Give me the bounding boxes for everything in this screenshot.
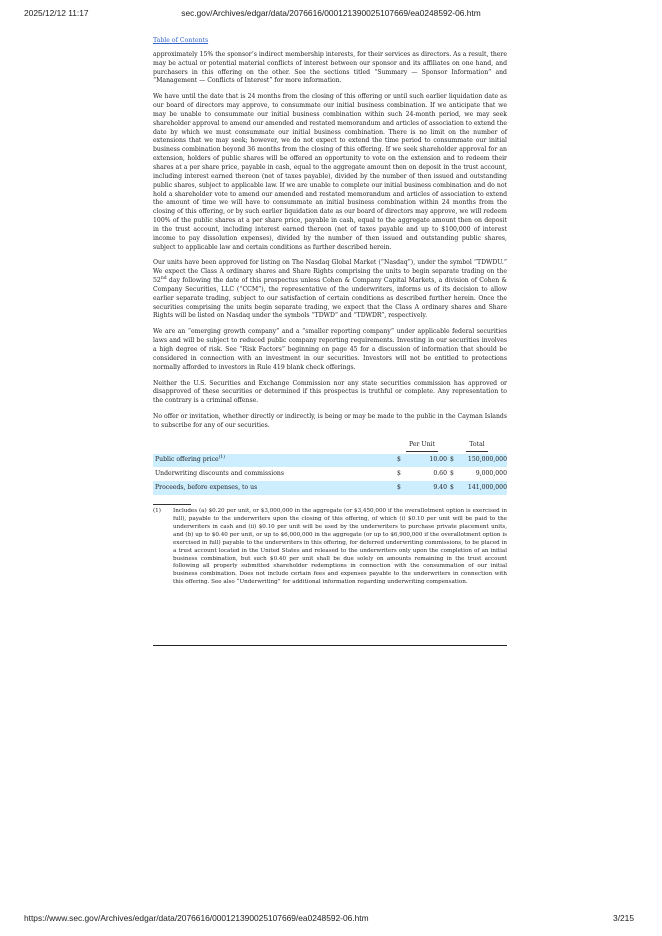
paragraph-business-combination-deadline: We have until the date that is 24 months from the closing of this offering or until such earlier liquidation date as our board of directors may approve, to consummate our initial business combination. If we anticipate that we may be unable to consummate our initial business combination within such 24-month period, we may seek shareholder approval to amend our amended and restated memorandum and articles of association to extend the date by which we must consummate our initial business combination. There is no limit on the number of extensions that we may seek; however, we do not expect to extend the time period to consummate our initial business combination beyond 36 months from the closing of this offering. If we seek shareholder approval for an extension, holders of public shares will be offered an opportunity to vote on the extension and to redeem their shares at a per share price, payable in cash, equal to the aggregate amount then on deposit in the trust account, including interest earned thereon (net of taxes payable), divided by the number of then issued and outstanding public shares, subject to applicable law. If we are unable to complete our initial business combination and do not hold a shareholder vote to amend our amended and restated memorandum and articles of association to extend the amount of time we will have to consummate an initial business combination within 24 months from the closing of this offering, or by such earlier liquidation date as our board of directors may approve, we will redeem 100% of the public shares at a per share price, payable in cash, equal to the aggregate amount then on deposit in the trust account, including interest earned thereon (net of taxes payable and up to $100,000 of interest income to pay dissolution expenses), divided by the number of then issued and outstanding public shares, subject to applicable law and certain conditions as further described herein. bbox=[153, 93, 507, 251]
document-body bbox=[153, 37, 507, 646]
row-label-underwriting-discounts: Underwriting discounts and commissions bbox=[155, 469, 285, 477]
table-row bbox=[153, 467, 507, 481]
print-url-header: sec.gov/Archives/edgar/data/2076616/000121390025107669/ea0248592-06.htm bbox=[181, 8, 481, 18]
per-unit-value: 0.60 bbox=[433, 469, 447, 477]
page-end-rule bbox=[153, 645, 507, 646]
footnote-number: (1) bbox=[153, 508, 161, 515]
table-of-contents-link[interactable]: Table of Contents bbox=[153, 37, 209, 44]
paragraph-nasdaq-listing bbox=[153, 259, 507, 321]
currency-symbol: $ bbox=[447, 454, 457, 468]
paragraph-sponsor-conflicts: approximately 15% the sponsor’s indirect membership interests, for their services as directors. As a result, there may be actual or potential material conflicts of interest between our sponsor and its affiliates on one hand, and purchasers in this offering on the other. See the sections titled “Summary — Sponsor Information” and “Management — Conflicts of Interest” for more information. bbox=[153, 50, 507, 85]
ordinal-superscript: nd bbox=[160, 276, 167, 282]
paragraph-emerging-growth: We are an “emerging growth company” and a “smaller reporting company” under applicable federal securities laws and will be subject to reduced public company reporting requirements. Investing in our securities involves a high degree of risk. See “Risk Factors” beginning on page 45 for a discussion of information that should be considered in connection with an investment in our securities. Investors will not be entitled to protections normally afforded to investors in Rule 419 blank check offerings. bbox=[153, 328, 507, 371]
header-per-unit: Per Unit bbox=[406, 441, 438, 452]
footnote-marker: (1) bbox=[218, 455, 226, 461]
currency-symbol: $ bbox=[397, 481, 407, 495]
total-value: 141,000,000 bbox=[457, 481, 507, 495]
currency-symbol: $ bbox=[450, 469, 454, 477]
total-value: 150,000,000 bbox=[457, 454, 507, 468]
offering-table bbox=[153, 440, 507, 495]
per-unit-value: 10.00 bbox=[407, 454, 447, 468]
footnote bbox=[153, 508, 507, 587]
listing-text-end: day following the date of this prospectus unless Cohen & Company Capital Markets, a division of Cohen & Company Securities, LLC (“CCM”), the representative of the underwriters, informs us of its decision to allow earlier separate trading, subject to our satisfaction of certain conditions as described further herein. Once the securities comprising the units begin separate trading, we expect that the Class A ordinary shares and Share Rights will be listed on Nasdaq under the symbols “TDWD” and “TDWDR”, respectively. bbox=[153, 277, 507, 320]
page-counter: 3/215 bbox=[613, 913, 634, 923]
print-timestamp: 2025/12/12 11:17 bbox=[24, 8, 89, 18]
footnote-divider bbox=[153, 504, 191, 505]
paragraph-cayman-notice: No offer or invitation, whether directly or indirectly, is being or may be made to the public in the Cayman Islands to subscribe for any of our securities. bbox=[153, 413, 507, 429]
row-label-public-offering-price: Public offering price bbox=[155, 456, 219, 464]
per-unit-value: 9.40 bbox=[407, 481, 447, 495]
header-total: Total bbox=[466, 441, 487, 452]
row-label-proceeds: Proceeds, before expenses, to us bbox=[153, 481, 397, 495]
table-row bbox=[153, 454, 507, 468]
table-row bbox=[153, 481, 507, 495]
table-header-row bbox=[153, 440, 507, 454]
currency-symbol: $ bbox=[447, 481, 457, 495]
listing-text-start: Our units have been approved for listing on The Nasdaq Global Market (“Nasdaq”), under the symbol “TDWDU.” We expect the Class A ordinary shares and Share Rights comprising the units to begin separate trading on the 52 bbox=[153, 259, 507, 285]
print-url-footer: https://www.sec.gov/Archives/edgar/data/2076616/000121390025107669/ea0248592-06.htm bbox=[24, 913, 369, 923]
footnote-text: Includes (a) $0.20 per unit, or $3,000,000 in the aggregate (or $3,450,000 if the overallotment option is exercised in full), payable to the underwriters upon the closing of this offering, of which (i) $0.10 per unit will be paid to the underwriters in cash and (ii) $0.10 per unit will be used by the underwriters to purchase private placement units, and (b) up to $0.40 per unit, or up to $6,000,000 in the aggregate (or up to $6,900,000 if the overallotment option is exercised in full) payable to the underwriters in this offering, for deferred underwriting commissions, to be placed in a trust account located in the United States and released to the underwriters only upon the completion of an initial business combination, but such $0.40 per unit shall be due solely on amounts remaining in the trust account following all properly submitted shareholder redemptions in connection with the consummation of our initial business combination. Does not include certain fees and expenses payable to the underwriters in connection with this offering. See also “Underwriting” for additional information regarding underwriting compensation. bbox=[173, 508, 507, 586]
currency-symbol: $ bbox=[397, 469, 401, 477]
total-value: 9,000,000 bbox=[475, 469, 507, 477]
paragraph-sec-disclaimer: Neither the U.S. Securities and Exchange Commission nor any state securities commission has approved or disapproved of these securities or determined if this prospectus is truthful or complete. Any representation to the contrary is a criminal offense. bbox=[153, 379, 507, 405]
currency-symbol: $ bbox=[397, 454, 407, 468]
